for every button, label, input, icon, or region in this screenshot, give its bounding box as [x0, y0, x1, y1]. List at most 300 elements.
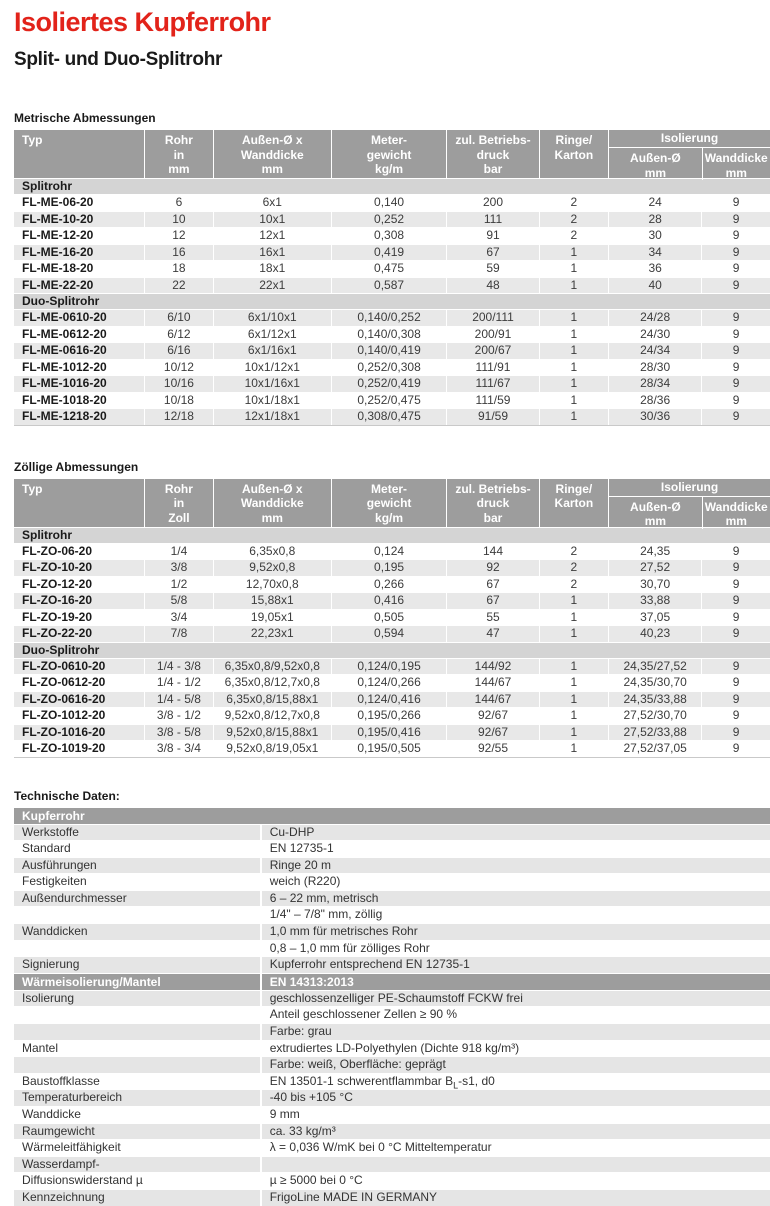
cell: 16x1 — [213, 245, 331, 261]
column-header: Rohr in Zoll — [144, 479, 213, 527]
tech-label — [14, 941, 260, 957]
tech-row — [14, 824, 770, 841]
table-row — [14, 211, 770, 228]
cell: 9 — [701, 409, 770, 425]
tech-row — [14, 840, 770, 857]
cell: 6x1/16x1 — [213, 343, 331, 359]
table-row — [14, 707, 770, 724]
cell: 22 — [144, 278, 213, 294]
cell: 9 — [701, 692, 770, 708]
tech-value: Farbe: grau — [260, 1024, 770, 1040]
cell: 0,594 — [331, 626, 447, 642]
cell: 9 — [701, 360, 770, 376]
cell: 9 — [701, 310, 770, 326]
cell: 2 — [539, 544, 609, 560]
cell: 24 — [608, 195, 701, 211]
cell-typ: FL-ME-1016-20 — [22, 376, 107, 390]
cell: 6,35x0,8 — [213, 544, 331, 560]
cell: 10/16 — [144, 376, 213, 392]
cell: 33,88 — [608, 593, 701, 609]
cell: 19,05x1 — [213, 610, 331, 626]
cell-typ: FL-ME-16-20 — [22, 244, 94, 259]
table-row — [14, 691, 770, 708]
table-row — [14, 375, 770, 392]
cell: 0,195/0,266 — [331, 708, 447, 724]
cell: 1 — [539, 343, 609, 359]
cell: 6,35x0,8/12,7x0,8 — [213, 675, 331, 691]
cell-typ: FL-ZO-0610-20 — [22, 658, 106, 673]
table-row — [14, 227, 770, 244]
tech-row — [14, 1123, 770, 1140]
cell: 111/59 — [446, 393, 538, 409]
cell: 9 — [701, 393, 770, 409]
cell: 9 — [701, 261, 770, 277]
section-header-row: Splitrohr — [14, 527, 770, 543]
tech-label: Standard — [22, 841, 71, 856]
table-row — [14, 674, 770, 691]
cell-typ: FL-ZO-10-20 — [22, 560, 93, 574]
cell: 200/67 — [446, 343, 538, 359]
cell: 67 — [446, 577, 538, 593]
cell-typ: FL-ME-1218-20 — [22, 409, 107, 423]
cell: 1 — [539, 360, 609, 376]
cell: 111 — [446, 212, 538, 228]
cell: 1 — [539, 692, 609, 708]
tech-row — [14, 1156, 770, 1173]
cell-typ: FL-ZO-1019-20 — [22, 741, 106, 755]
cell-typ: FL-ME-10-20 — [22, 211, 94, 226]
cell: 1 — [539, 610, 609, 626]
cell: 9 — [701, 675, 770, 691]
cell: 5/8 — [144, 593, 213, 609]
tech-section-header — [14, 807, 770, 824]
tech-label — [14, 1057, 260, 1073]
table-row — [14, 559, 770, 576]
inch-dimensions-table — [14, 479, 770, 758]
tech-value: 9 mm — [260, 1107, 770, 1123]
cell: 1 — [539, 376, 609, 392]
cell: 200/91 — [446, 327, 538, 343]
tech-label: Temperaturbereich — [22, 1090, 123, 1105]
cell: 24,35 — [608, 544, 701, 560]
cell: 12/18 — [144, 409, 213, 425]
tech-section-label: Wärmeisolierung/Mantel — [22, 974, 161, 989]
tech-value: geschlossenzelliger PE-Schaumstoff FCKW frei — [260, 991, 770, 1007]
cell: 0,587 — [331, 278, 447, 294]
cell: 55 — [446, 610, 538, 626]
cell: 27,52/30,70 — [608, 708, 701, 724]
column-header: Wanddicke mm — [702, 148, 770, 180]
cell-typ: FL-ZO-19-20 — [22, 609, 93, 624]
cell: 3/8 - 5/8 — [144, 725, 213, 741]
cell: 2 — [539, 560, 609, 576]
cell: 2 — [539, 577, 609, 593]
tech-label: Wanddicken — [22, 924, 88, 939]
inch-table-caption: Zöllige Abmessungen — [14, 459, 139, 474]
tech-label: Raumgewicht — [22, 1123, 95, 1138]
cell: 0,124/0,416 — [331, 692, 447, 708]
tech-row — [14, 1073, 770, 1090]
tech-row — [14, 1089, 770, 1106]
cell: 1 — [539, 675, 609, 691]
cell: 1 — [539, 626, 609, 642]
cell: 92/67 — [446, 708, 538, 724]
cell: 91 — [446, 228, 538, 244]
group-header: Isolierung — [609, 479, 770, 497]
cell: 12 — [144, 228, 213, 244]
table-row — [14, 543, 770, 560]
cell: 9 — [701, 560, 770, 576]
section-header-row: Duo-Splitrohr — [14, 642, 770, 658]
cell: 30,70 — [608, 577, 701, 593]
tech-row — [14, 1006, 770, 1023]
cell-typ: FL-ME-18-20 — [22, 261, 94, 275]
column-header: Rohr in mm — [144, 130, 213, 178]
cell-typ: FL-ME-0616-20 — [22, 343, 107, 357]
tech-row — [14, 956, 770, 973]
tech-label: Wanddicke — [22, 1107, 81, 1121]
tech-section-value: EN 14313:2013 — [260, 974, 770, 990]
cell-typ: FL-ME-0610-20 — [22, 310, 107, 324]
tech-label: Signierung — [22, 957, 80, 972]
cell: 1 — [539, 310, 609, 326]
table-header-row — [14, 130, 770, 178]
cell: 2 — [539, 212, 609, 228]
technical-data-caption: Technische Daten: — [14, 788, 120, 803]
cell: 1 — [539, 409, 609, 425]
tech-value: extrudiertes LD-Polyethylen (Dichte 918 kg/m³) — [260, 1041, 770, 1057]
column-header: Außen-Ø mm — [630, 499, 681, 528]
cell: 1 — [539, 725, 609, 741]
cell: 9 — [701, 327, 770, 343]
cell: 28 — [608, 212, 701, 228]
tech-row — [14, 990, 770, 1007]
cell: 91/59 — [446, 409, 538, 425]
cell: 6,35x0,8/9,52x0,8 — [213, 659, 331, 675]
tech-label: Mantel — [22, 1040, 59, 1055]
column-header: zul. Betriebs- druck bar — [446, 479, 538, 527]
cell: 6x1/12x1 — [213, 327, 331, 343]
tech-row — [14, 923, 770, 940]
column-header: Wanddicke mm — [702, 497, 770, 529]
cell-typ: FL-ME-22-20 — [22, 277, 94, 292]
cell: 67 — [446, 245, 538, 261]
cell: 9 — [701, 212, 770, 228]
cell: 9 — [701, 577, 770, 593]
cell: 0,252 — [331, 212, 447, 228]
section-header-row: Splitrohr — [14, 178, 770, 194]
cell: 24,35/27,52 — [608, 659, 701, 675]
cell: 27,52 — [608, 560, 701, 576]
cell: 0,124 — [331, 544, 447, 560]
tech-value: -40 bis +105 °C — [260, 1090, 770, 1106]
cell: 144/67 — [446, 675, 538, 691]
cell-typ: FL-ME-06-20 — [22, 195, 94, 209]
cell: 9,52x0,8/15,88x1 — [213, 725, 331, 741]
cell: 92/55 — [446, 741, 538, 757]
table-row — [14, 309, 770, 326]
column-header: Ringe/ Karton — [539, 479, 609, 527]
cell: 9 — [701, 659, 770, 675]
cell: 9 — [701, 544, 770, 560]
cell-typ: FL-ME-1018-20 — [22, 392, 107, 407]
tech-label — [14, 1024, 260, 1040]
column-header: Ringe/ Karton — [539, 130, 609, 178]
tech-label: Diffusionswiderstand µ — [22, 1173, 143, 1188]
cell: 9 — [701, 626, 770, 642]
cell: 1/4 - 5/8 — [144, 692, 213, 708]
cell: 37,05 — [608, 610, 701, 626]
cell: 0,252/0,419 — [331, 376, 447, 392]
cell: 24,35/30,70 — [608, 675, 701, 691]
cell: 7/8 — [144, 626, 213, 642]
cell: 0,308/0,475 — [331, 409, 447, 425]
cell: 24/34 — [608, 343, 701, 359]
cell: 6x1 — [213, 195, 331, 211]
table-row — [14, 740, 770, 757]
table-row — [14, 260, 770, 277]
cell: 9,52x0,8/19,05x1 — [213, 741, 331, 757]
cell: 0,124/0,266 — [331, 675, 447, 691]
cell: 22,23x1 — [213, 626, 331, 642]
page-subtitle: Split- und Duo-Splitrohr — [14, 49, 223, 70]
cell: 48 — [446, 278, 538, 294]
cell: 24/28 — [608, 310, 701, 326]
cell: 3/8 - 1/2 — [144, 708, 213, 724]
cell: 18 — [144, 261, 213, 277]
cell: 6/10 — [144, 310, 213, 326]
tech-label: Baustoffklasse — [22, 1073, 100, 1088]
cell: 1/4 - 3/8 — [144, 659, 213, 675]
cell: 67 — [446, 593, 538, 609]
cell: 59 — [446, 261, 538, 277]
cell: 36 — [608, 261, 701, 277]
section-header-row: Duo-Splitrohr — [14, 293, 770, 309]
cell: 15,88x1 — [213, 593, 331, 609]
cell: 10x1/12x1 — [213, 360, 331, 376]
cell: 6,35x0,8/15,88x1 — [213, 692, 331, 708]
column-header: zul. Betriebs- druck bar — [446, 130, 538, 178]
metric-table-caption: Metrische Abmessungen — [14, 111, 156, 125]
cell: 111/91 — [446, 360, 538, 376]
table-row — [14, 326, 770, 343]
tech-row — [14, 873, 770, 890]
tech-value: Cu-DHP — [260, 825, 770, 841]
tech-label: Ausführungen — [22, 857, 97, 872]
cell: 28/30 — [608, 360, 701, 376]
tech-value: 0,8 – 1,0 mm für zölliges Rohr — [260, 941, 770, 957]
cell: 1 — [539, 278, 609, 294]
cell: 9,52x0,8/12,7x0,8 — [213, 708, 331, 724]
cell: 10x1/18x1 — [213, 393, 331, 409]
cell: 0,140/0,252 — [331, 310, 447, 326]
cell: 18x1 — [213, 261, 331, 277]
cell: 0,308 — [331, 228, 447, 244]
tech-value: λ = 0,036 W/mK bei 0 °C Mitteltemperatur — [260, 1140, 770, 1156]
cell: 22x1 — [213, 278, 331, 294]
table-row — [14, 625, 770, 642]
cell: 30 — [608, 228, 701, 244]
cell-typ: FL-ZO-1012-20 — [22, 708, 106, 722]
cell: 12x1 — [213, 228, 331, 244]
tech-row — [14, 940, 770, 957]
cell: 10/18 — [144, 393, 213, 409]
cell: 0,195/0,416 — [331, 725, 447, 741]
cell: 0,419 — [331, 245, 447, 261]
cell-typ: FL-ZO-1016-20 — [22, 724, 106, 739]
page-title: Isoliertes Kupferrohr — [14, 7, 271, 37]
cell-typ: FL-ME-1012-20 — [22, 359, 107, 374]
tech-value — [260, 1157, 770, 1173]
cell: 144/92 — [446, 659, 538, 675]
table-header-row — [14, 479, 770, 527]
cell: 28/36 — [608, 393, 701, 409]
cell: 16 — [144, 245, 213, 261]
table-row — [14, 342, 770, 359]
cell: 1 — [539, 741, 609, 757]
tech-value: Anteil geschlossener Zellen ≥ 90 % — [260, 1007, 770, 1023]
cell: 1 — [539, 593, 609, 609]
column-header: Meter- gewicht kg/m — [331, 130, 447, 178]
cell: 144/67 — [446, 692, 538, 708]
cell: 0,475 — [331, 261, 447, 277]
cell: 40 — [608, 278, 701, 294]
cell: 111/67 — [446, 376, 538, 392]
cell: 1 — [539, 245, 609, 261]
cell: 1/4 - 1/2 — [144, 675, 213, 691]
cell-typ: FL-ZO-12-20 — [22, 576, 93, 591]
column-header: Außen-Ø x Wanddicke mm — [213, 479, 331, 527]
metric-dimensions-table — [14, 130, 770, 426]
tech-value: 1/4" – 7/8" mm, zöllig — [260, 907, 770, 923]
cell: 200 — [446, 195, 538, 211]
cell: 2 — [539, 228, 609, 244]
table-row — [14, 724, 770, 741]
tech-row — [14, 1023, 770, 1040]
tech-row — [14, 890, 770, 907]
cell: 6/16 — [144, 343, 213, 359]
cell: 92/67 — [446, 725, 538, 741]
cell: 6x1/10x1 — [213, 310, 331, 326]
cell-typ: FL-ZO-22-20 — [22, 626, 93, 640]
cell: 0,266 — [331, 577, 447, 593]
cell: 1/4 — [144, 544, 213, 560]
table-row — [14, 277, 770, 294]
tech-row — [14, 1189, 770, 1206]
cell: 27,52/37,05 — [608, 741, 701, 757]
cell: 1 — [539, 327, 609, 343]
tech-section-header — [14, 973, 770, 990]
tech-label — [14, 1007, 260, 1023]
tech-value: Ringe 20 m — [260, 858, 770, 874]
cell: 0,505 — [331, 610, 447, 626]
cell: 9 — [701, 376, 770, 392]
cell: 9 — [701, 343, 770, 359]
tech-row — [14, 857, 770, 874]
tech-label — [14, 907, 260, 923]
cell: 3/8 — [144, 560, 213, 576]
cell: 1 — [539, 659, 609, 675]
table-row — [14, 359, 770, 376]
cell: 47 — [446, 626, 538, 642]
tech-row — [14, 906, 770, 923]
cell: 9 — [701, 278, 770, 294]
cell: 40,23 — [608, 626, 701, 642]
cell: 3/4 — [144, 610, 213, 626]
tech-row — [14, 1139, 770, 1156]
table-row — [14, 592, 770, 609]
tech-label: Werkstoffe — [22, 824, 79, 839]
cell: 9 — [701, 741, 770, 757]
cell: 27,52/33,88 — [608, 725, 701, 741]
tech-value: weich (R220) — [260, 874, 770, 890]
cell: 92 — [446, 560, 538, 576]
cell: 1/2 — [144, 577, 213, 593]
cell: 0,140 — [331, 195, 447, 211]
cell: 6/12 — [144, 327, 213, 343]
cell: 10x1 — [213, 212, 331, 228]
table-row — [14, 408, 770, 425]
column-header-typ: Typ — [22, 133, 43, 147]
cell: 0,124/0,195 — [331, 659, 447, 675]
tech-value: EN 12735-1 — [260, 841, 770, 857]
tech-row — [14, 1040, 770, 1057]
table-row — [14, 194, 770, 211]
tech-label: Festigkeiten — [22, 874, 87, 889]
tech-section-label: Kupferrohr — [22, 808, 85, 823]
cell-typ: FL-ZO-0616-20 — [22, 691, 106, 706]
cell: 28/34 — [608, 376, 701, 392]
technical-data-table — [14, 807, 770, 1206]
tech-label: Außendurchmesser — [22, 890, 127, 905]
cell-typ: FL-ME-12-20 — [22, 228, 94, 242]
cell: 9,52x0,8 — [213, 560, 331, 576]
tech-row — [14, 1106, 770, 1123]
cell: 9 — [701, 725, 770, 741]
cell-typ: FL-ZO-0612-20 — [22, 675, 106, 689]
table-row — [14, 658, 770, 675]
tech-label: Isolierung — [22, 990, 75, 1005]
tech-value: Kupferrohr entsprechend EN 12735-1 — [260, 957, 770, 973]
cell: 9 — [701, 708, 770, 724]
cell: 10/12 — [144, 360, 213, 376]
cell: 9 — [701, 245, 770, 261]
cell: 24,35/33,88 — [608, 692, 701, 708]
tech-label: Kennzeichnung — [22, 1189, 105, 1204]
column-header: Außen-Ø mm — [630, 151, 681, 180]
cell: 0,140/0,419 — [331, 343, 447, 359]
column-header: Meter- gewicht kg/m — [331, 479, 447, 527]
cell: 2 — [539, 195, 609, 211]
table-row — [14, 609, 770, 626]
cell: 24/30 — [608, 327, 701, 343]
cell: 30/36 — [608, 409, 701, 425]
cell: 1 — [539, 393, 609, 409]
table-row — [14, 244, 770, 261]
cell: 0,416 — [331, 593, 447, 609]
cell: 9 — [701, 610, 770, 626]
column-header: Außen-Ø x Wanddicke mm — [213, 130, 331, 178]
cell: 10x1/16x1 — [213, 376, 331, 392]
cell-typ: FL-ZO-16-20 — [22, 593, 93, 607]
tech-value: EN 13501-1 schwerentflammbar $B_L-s1$, d0 — [260, 1074, 770, 1090]
table-row — [14, 576, 770, 593]
cell: 0,140/0,308 — [331, 327, 447, 343]
tech-value: FrigoLine MADE IN GERMANY — [260, 1190, 770, 1206]
cell: 0,195 — [331, 560, 447, 576]
cell: 200/111 — [446, 310, 538, 326]
tech-label: Wasserdampf- — [22, 1156, 100, 1171]
